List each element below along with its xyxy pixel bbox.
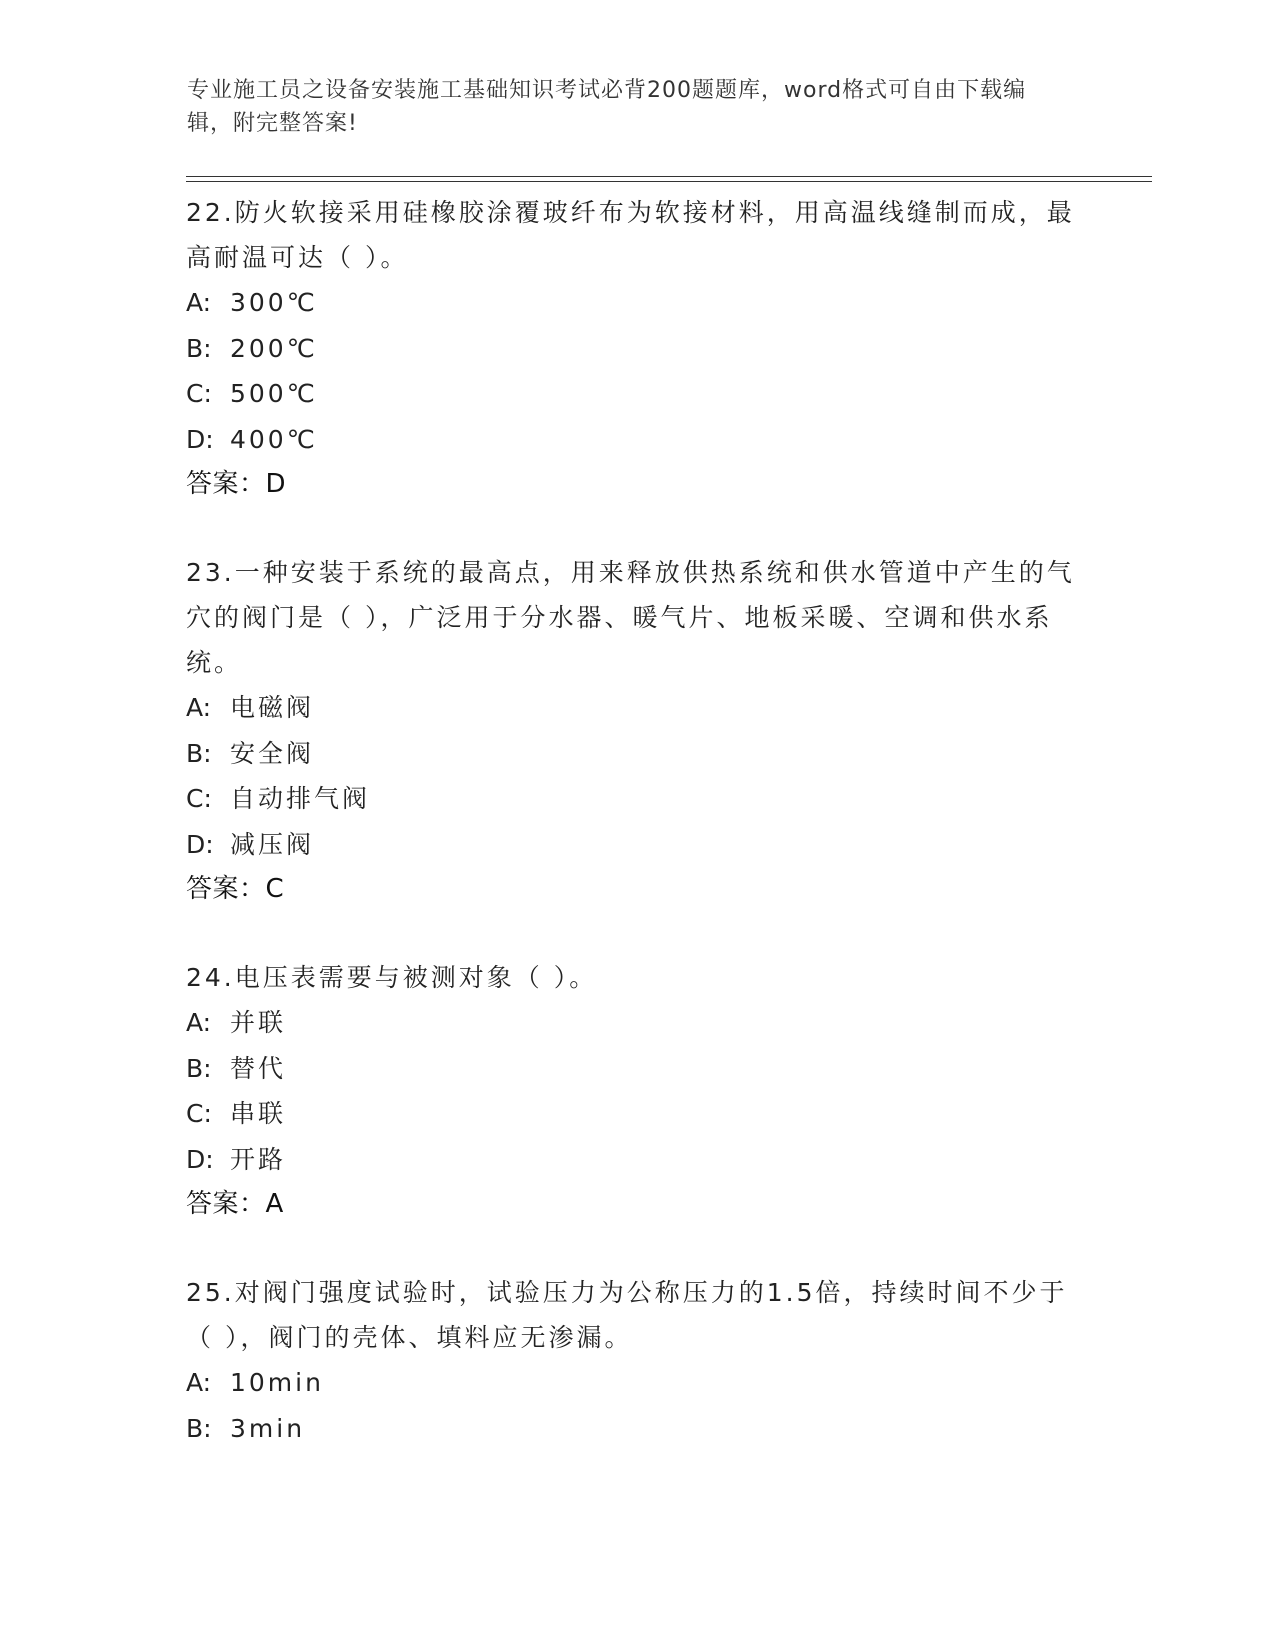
question-25: [186, 1270, 1086, 1451]
option-text: 电磁阀: [230, 693, 315, 722]
option-key: A:: [186, 1008, 212, 1037]
option-key: A:: [186, 693, 212, 722]
option-key: B:: [186, 1053, 212, 1083]
option-text: 自动排气阀: [230, 784, 371, 813]
option-text: 500℃: [230, 379, 318, 408]
question-stem: 25.对阀门强度试验时，试验压力为公称压力的1.5倍，持续时间不少于（ ），阀门的壳体、填料应无渗漏。: [186, 1278, 1068, 1352]
option-a: [186, 1360, 1086, 1406]
option-b: [186, 326, 1086, 372]
answer-line: 答案：A: [186, 1189, 284, 1219]
option-key: D:: [186, 829, 214, 859]
question-22: [186, 190, 1086, 506]
option-text: 400℃: [230, 424, 318, 454]
option-b: [186, 1046, 1086, 1092]
option-d: [186, 417, 1086, 463]
option-text: 开路: [230, 1144, 287, 1174]
option-a: [186, 1000, 1086, 1046]
answer-line: 答案：D: [186, 469, 287, 499]
option-text: 替代: [230, 1053, 287, 1083]
option-key: B:: [186, 738, 212, 768]
question-24: [186, 955, 1086, 1226]
option-text: 10min: [230, 1368, 324, 1397]
header-divider-bottom: [186, 181, 1152, 182]
option-b: [186, 731, 1086, 777]
option-key: C:: [186, 379, 212, 408]
option-a: [186, 280, 1086, 326]
question-stem: 24.电压表需要与被测对象（ ）。: [186, 963, 598, 992]
question-list: [186, 190, 1086, 1451]
option-d: [186, 1137, 1086, 1183]
option-key: B:: [186, 333, 212, 363]
option-b: [186, 1406, 1086, 1452]
option-text: 200℃: [230, 333, 318, 363]
question-stem: 23.一种安装于系统的最高点，用来释放供热系统和供水管道中产生的气穴的阀门是（ ），广泛用于分水器、暖气片、地板采暖、空调和供水系统。: [186, 558, 1075, 677]
question-23: [186, 550, 1086, 911]
option-d: [186, 822, 1086, 868]
option-text: 减压阀: [230, 829, 315, 859]
answer-line: 答案：C: [186, 874, 285, 904]
option-key: B:: [186, 1413, 212, 1443]
option-key: C:: [186, 784, 212, 813]
option-a: [186, 685, 1086, 731]
option-c: [186, 1091, 1086, 1137]
option-key: A:: [186, 1368, 212, 1397]
option-c: [186, 371, 1086, 417]
option-key: D:: [186, 1144, 214, 1174]
option-text: 300℃: [230, 288, 318, 317]
option-key: D:: [186, 424, 214, 454]
header-divider-top: [186, 176, 1152, 177]
option-text: 并联: [230, 1008, 287, 1037]
option-text: 串联: [230, 1099, 287, 1128]
question-stem: 22.防火软接采用硅橡胶涂覆玻纤布为软接材料，用高温线缝制而成，最高耐温可达（ ）。: [186, 198, 1075, 272]
option-key: A:: [186, 288, 212, 317]
option-text: 3min: [230, 1413, 306, 1443]
option-key: C:: [186, 1099, 212, 1128]
option-text: 安全阀: [230, 738, 315, 768]
document-header: 专业施工员之设备安装施工基础知识考试必背200题题库，word格式可自由下载编辑，附完整答案!: [187, 78, 1027, 136]
option-c: [186, 776, 1086, 822]
